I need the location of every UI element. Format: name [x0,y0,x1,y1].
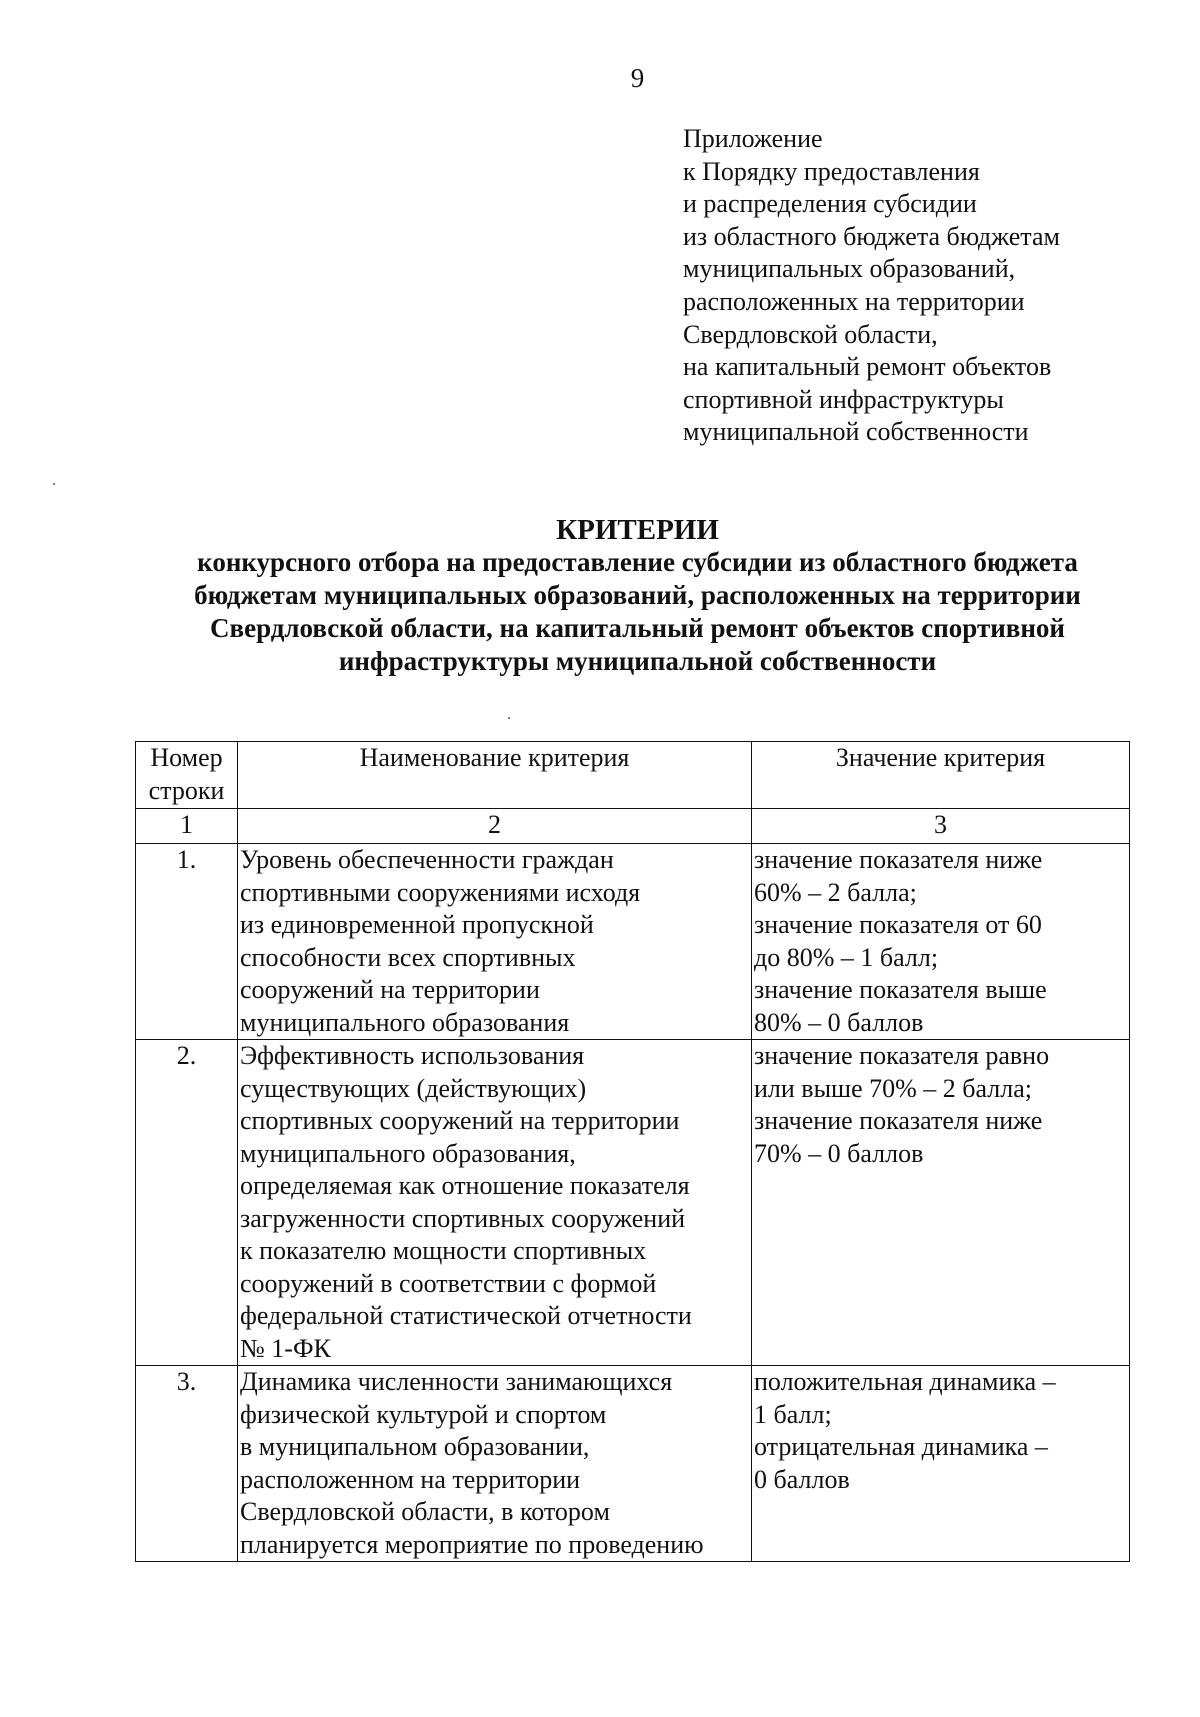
column-number: 2 [238,809,752,844]
appendix-line: Приложение [683,124,823,153]
criterion-name-line: федеральной статистической отчетности [240,1301,692,1330]
criterion-name-line: муниципального образования, [240,1138,576,1168]
criterion-name-line: способности всех спортивных [240,942,576,972]
criterion-name [238,1040,752,1366]
heading-line: бюджетам муниципальных образований, расположенных на территории [194,580,1081,610]
criterion-name-line: спортивных сооружений на территории [240,1106,680,1135]
header-row-number: Номер строки [136,742,238,809]
criterion-name-line: физической культурой и спортом [240,1399,607,1429]
criterion-name-line: спортивными сооружениями исходя [240,877,641,907]
criterion-name-line: из единовременной пропускной [240,910,594,939]
page-number: 9 [630,63,645,93]
scan-speck [53,483,55,485]
criterion-name-line: № 1-ФК [240,1333,331,1363]
criterion-value-line: 70% – 0 баллов [754,1138,924,1168]
column-number: 3 [752,809,1130,844]
criterion-name-line: Свердловской области, в котором [240,1497,610,1526]
criterion-name-line: загруженности спортивных сооружений [240,1203,686,1233]
column-number-row [136,809,1130,844]
criterion-value-line: 60% – 2 балла; [754,877,917,907]
criterion-value [752,844,1130,1040]
criterion-value-line: значение показателя выше [754,975,1047,1004]
criterion-name-line: сооружений на территории [240,975,540,1004]
scan-speck [508,717,510,719]
criterion-value-line: значение показателя ниже [754,845,1043,874]
criterion-value-line: положительная динамика – [754,1367,1056,1396]
criterion-name [238,1366,752,1562]
criterion-name-line: определяемая как отношение показателя [240,1171,690,1200]
table-row [136,1040,1130,1366]
criterion-name-line: Динамика численности занимающихся [240,1367,673,1396]
criterion-name-line: Эффективность использования [240,1041,585,1070]
criterion-value-line: до 80% – 1 балл; [754,942,939,972]
criterion-name-line: муниципального образования [240,1007,570,1037]
heading-line: инфраструктуры муниципальной собственности [338,646,937,676]
column-number: 1 [136,809,238,844]
heading-title: КРИТЕРИИ [556,514,719,546]
row-number: 2. [136,1040,238,1366]
criterion-name-line: сооружений в соответствии с формой [240,1268,657,1298]
criterion-value-line: значение показателя ниже [754,1106,1043,1135]
criterion-name-line: существующих (действующих) [240,1073,587,1103]
criterion-value-line: отрицательная динамика – [754,1432,1048,1461]
criterion-name-line: расположенном на территории [240,1464,581,1494]
appendix-line: из областного бюджета бюджетам [683,221,1060,251]
criterion-name [238,844,752,1040]
row-number: 1. [136,844,238,1040]
criterion-value-line: 0 баллов [754,1464,850,1494]
table-row [136,1366,1130,1562]
appendix-line: муниципальной собственности [683,417,1029,447]
criterion-value-line: значение показателя от 60 [754,910,1042,939]
appendix-line: к Порядку предоставления [683,156,980,186]
appendix-line: расположенных на территории [683,286,1025,316]
header-criterion-name: Наименование критерия [238,742,752,809]
appendix-block [683,123,1163,449]
criterion-value-line: значение показателя равно [754,1041,1050,1070]
heading-line: Свердловской области, на капитальный ремонт объектов спортивной [210,613,1065,643]
row-number: 3. [136,1366,238,1562]
criterion-value-line: или выше 70% – 2 балла; [754,1073,1032,1103]
criterion-name-line: в муниципальном образовании, [240,1432,590,1461]
criterion-value [752,1040,1130,1366]
criterion-name-line: планируется мероприятие по проведению [240,1529,704,1559]
criterion-value-line: 1 балл; [754,1399,832,1429]
criterion-value [752,1366,1130,1562]
table-header-row [136,742,1130,809]
appendix-line: муниципальных образований, [683,254,1016,284]
criteria-heading [120,514,1155,678]
criterion-value-line: 80% – 0 баллов [754,1007,924,1037]
criterion-name-line: Уровень обеспеченности граждан [240,845,614,874]
appendix-line: Свердловской области, [683,319,938,349]
heading-line: конкурсного отбора на предоставление субсидии из областного бюджета [197,547,1078,577]
appendix-line: на капитальный ремонт объектов [683,352,1052,382]
criterion-name-line: к показателю мощности спортивных [240,1236,647,1265]
criteria-table [135,741,1130,1562]
header-criterion-value: Значение критерия [752,742,1130,809]
appendix-line: спортивной инфраструктуры [683,384,1004,414]
table-row [136,844,1130,1040]
appendix-line: и распределения субсидии [683,189,977,219]
